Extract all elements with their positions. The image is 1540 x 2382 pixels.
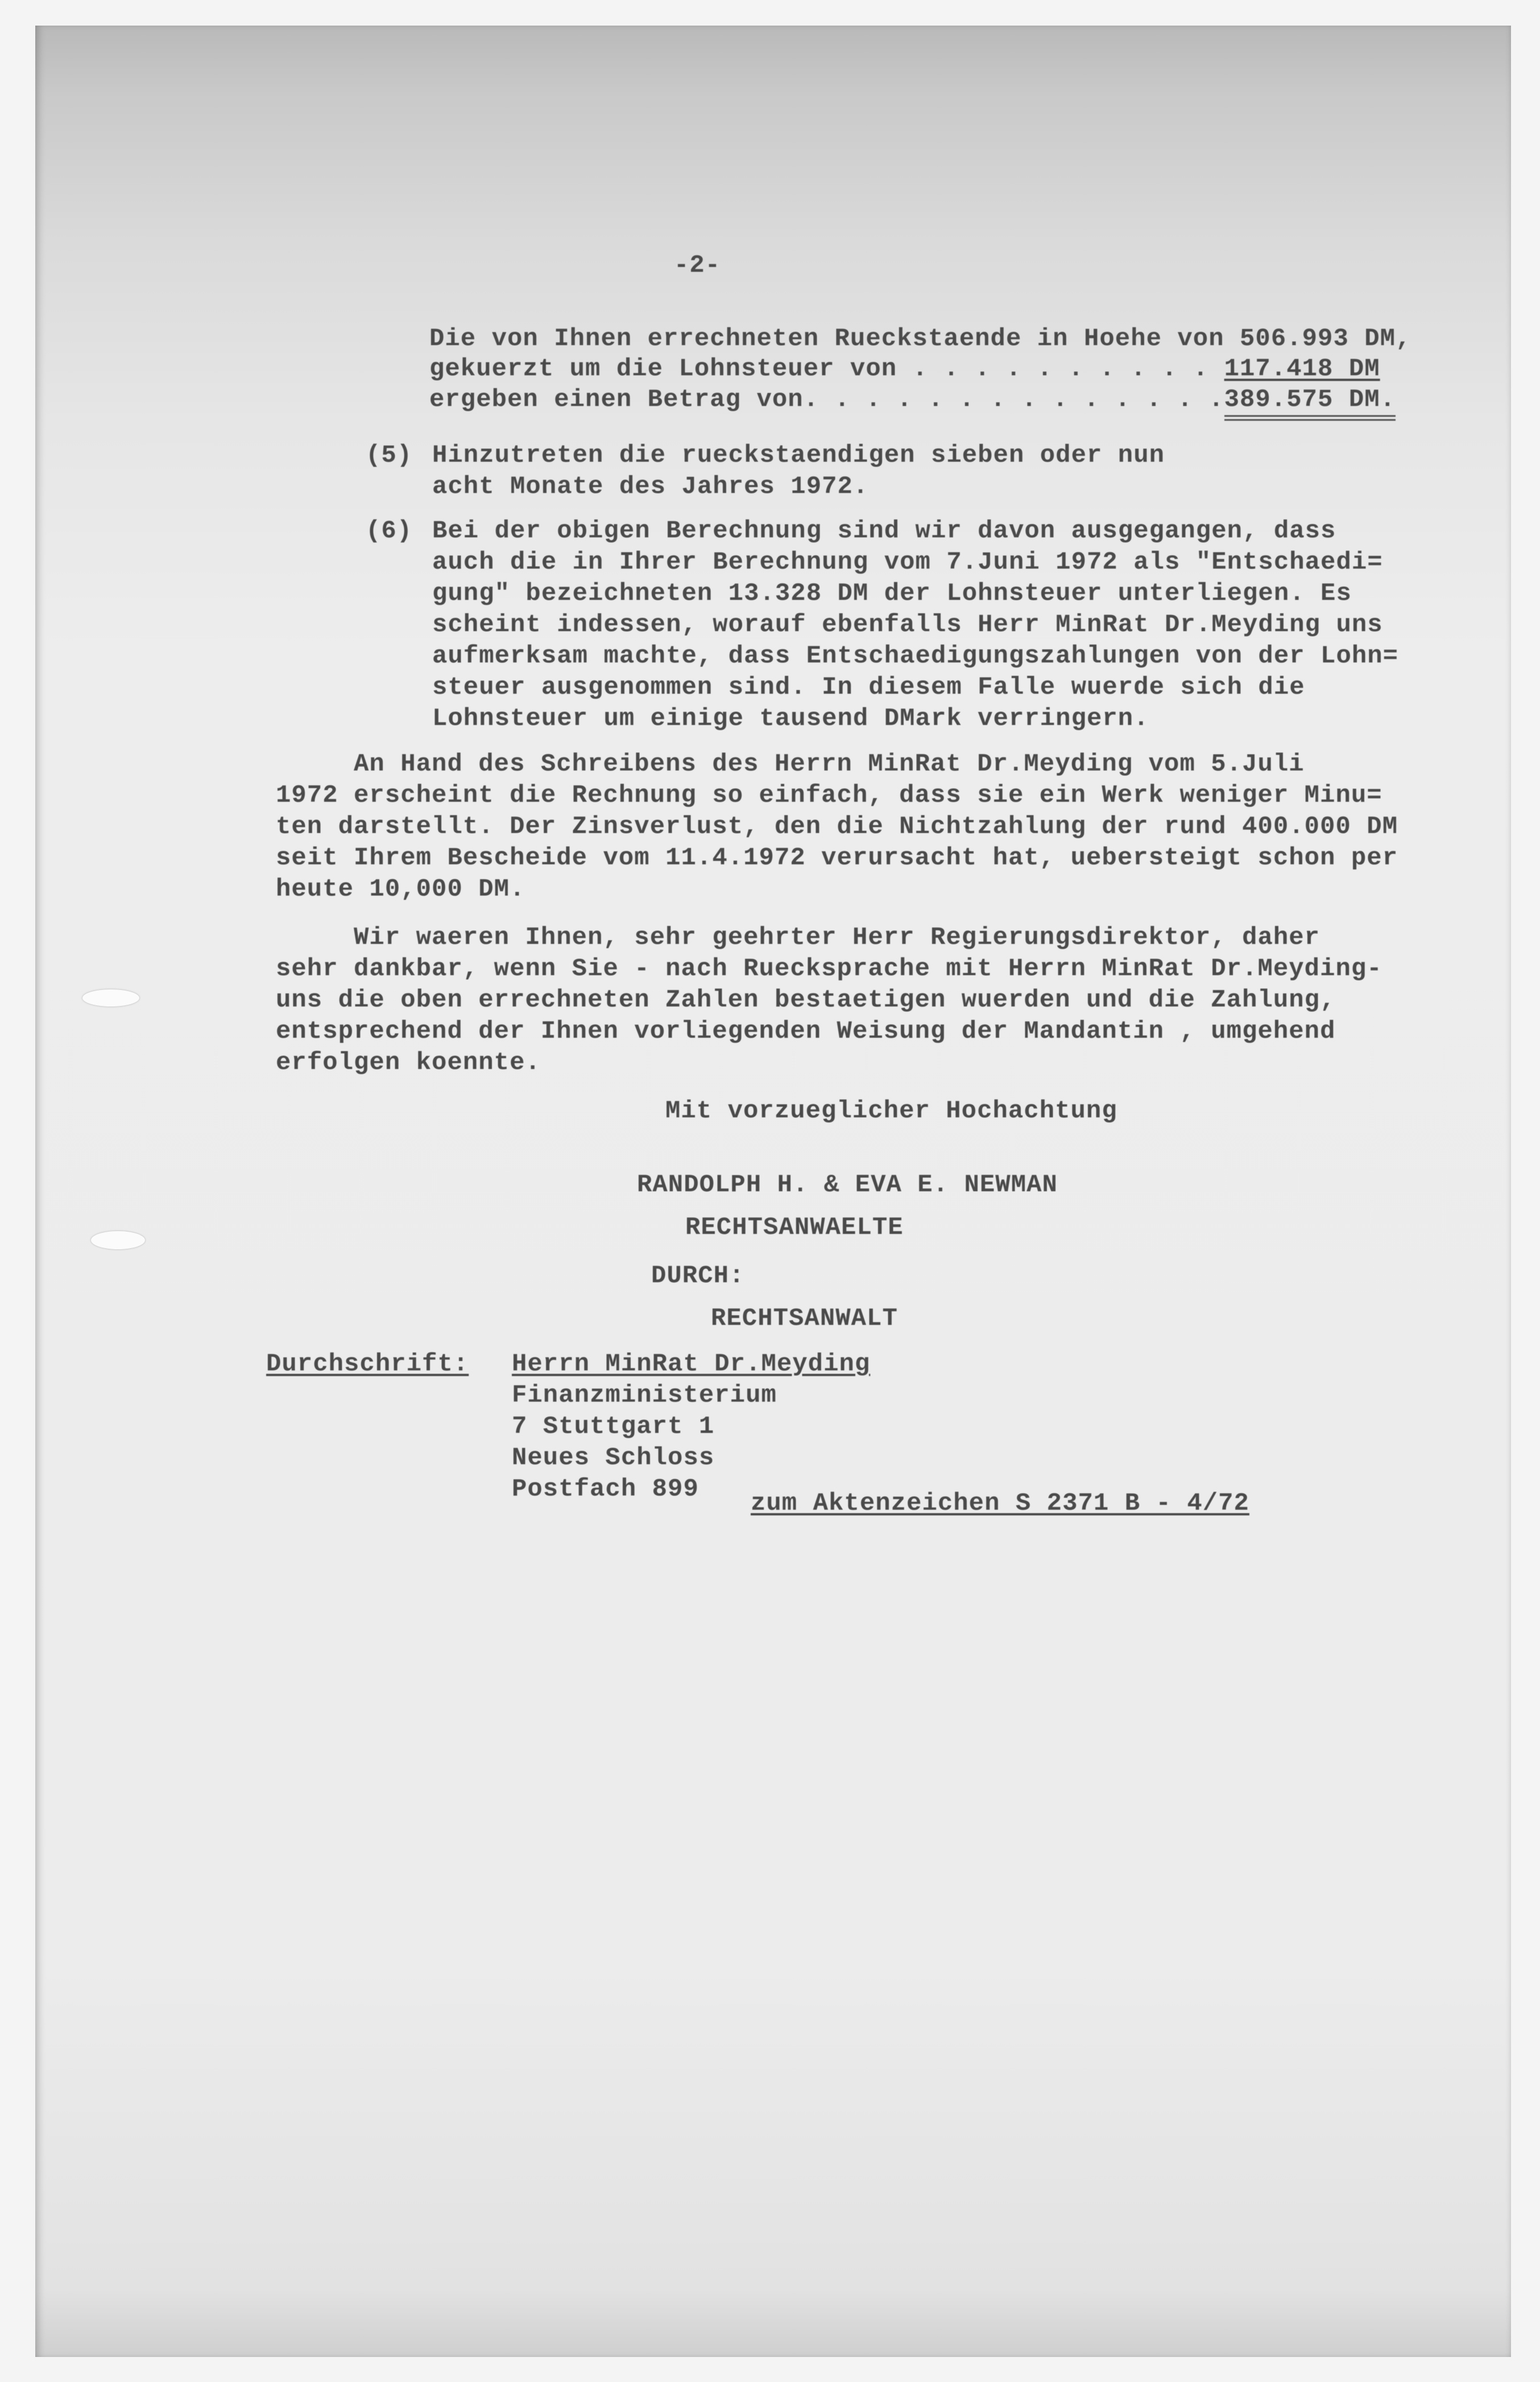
calc-line-2-text: gekuerzt um die Lohnsteuer von . . . . . . . . . .: [429, 355, 1224, 383]
item-line: Bei der obigen Berechnung sind wir davon ausgegangen, dass: [432, 517, 1336, 545]
item-line: steuer ausgenommen sind. In diesem Falle wuerde sich die: [432, 673, 1305, 702]
firm-name: RANDOLPH H. & EVA E. NEWMAN: [637, 1171, 1058, 1199]
punch-hole: [91, 1231, 145, 1249]
item-line: scheint indessen, worauf ebenfalls Herr MinRat Dr.Meyding uns: [432, 611, 1383, 639]
paragraph-line: An Hand des Schreibens des Herrn MinRat Dr.Meyding vom 5.Juli: [276, 750, 1305, 778]
paragraph-line: seit Ihrem Bescheide vom 11.4.1972 verursacht hat, uebersteigt schon per: [276, 844, 1398, 872]
punch-hole: [82, 989, 139, 1006]
address-line: Finanzministerium: [512, 1381, 777, 1410]
item-number: (6): [366, 517, 413, 545]
paragraph-line: heute 10,000 DM.: [276, 875, 525, 904]
calc-line-2-amount: 117.418 DM: [1224, 355, 1380, 383]
salutation: Mit vorzueglicher Hochachtung: [665, 1097, 1117, 1125]
paragraph-line: uns die oben errechneten Zahlen bestaetigen wuerden und die Zahlung,: [276, 986, 1336, 1014]
item-line: acht Monate des Jahres 1972.: [432, 473, 869, 501]
item-line: auch die in Ihrer Berechnung vom 7.Juni 1972 als "Entschaedi=: [432, 548, 1383, 577]
copy-recipient: Herrn MinRat Dr.Meyding: [512, 1350, 871, 1378]
address-line: 7 Stuttgart 1: [512, 1412, 715, 1441]
item-line: Lohnsteuer um einige tausend DMark verringern.: [432, 705, 1149, 733]
file-reference: zum Aktenzeichen S 2371 B - 4/72: [751, 1489, 1249, 1518]
address-line: Neues Schloss: [512, 1444, 715, 1472]
paragraph-line: ten darstellt. Der Zinsverlust, den die Nichtzahlung der rund 400.000 DM: [276, 813, 1398, 841]
address-line: Postfach 899: [512, 1475, 699, 1503]
calc-line-1: [429, 322, 1411, 355]
calc-line-3: [429, 383, 1396, 416]
signer-title: RECHTSANWALT: [711, 1304, 898, 1333]
paragraph-line: Wir waeren Ihnen, sehr geehrter Herr Regierungsdirektor, daher: [276, 923, 1320, 952]
paragraph-line: sehr dankbar, wenn Sie - nach Ruecksprache mit Herrn MinRat Dr.Meyding-: [276, 955, 1382, 983]
by-label: DURCH:: [651, 1262, 745, 1290]
paragraph-line: entsprechend der Ihnen vorliegenden Weisung der Mandantin , umgehend: [276, 1017, 1336, 1046]
copy-label: Durchschrift:: [266, 1350, 469, 1378]
item-line: gung" bezeichneten 13.328 DM der Lohnsteuer unterliegen. Es: [432, 579, 1352, 608]
calc-line-1-amount: 506.993 DM,: [1240, 325, 1411, 353]
paragraph-line: erfolgen koennte.: [276, 1049, 541, 1077]
calc-line-2: [429, 353, 1380, 386]
page-number: -2-: [674, 251, 721, 280]
item-line: Hinzutreten die rueckstaendigen sieben oder nun: [432, 441, 1165, 470]
item-line: aufmerksam machte, dass Entschaedigungszahlungen von der Lohn=: [432, 642, 1399, 670]
calc-line-3-amount: 389.575 DM.: [1224, 386, 1396, 421]
paragraph-line: 1972 erscheint die Rechnung so einfach, dass sie ein Werk weniger Minu=: [276, 781, 1382, 810]
calc-line-3-text: ergeben einen Betrag von. . . . . . . . . . . . . .: [429, 386, 1224, 414]
item-number: (5): [366, 441, 413, 470]
firm-title: RECHTSANWAELTE: [685, 1213, 904, 1242]
calc-line-1-text: Die von Ihnen errechneten Rueckstaende in Hoehe von: [429, 325, 1240, 353]
